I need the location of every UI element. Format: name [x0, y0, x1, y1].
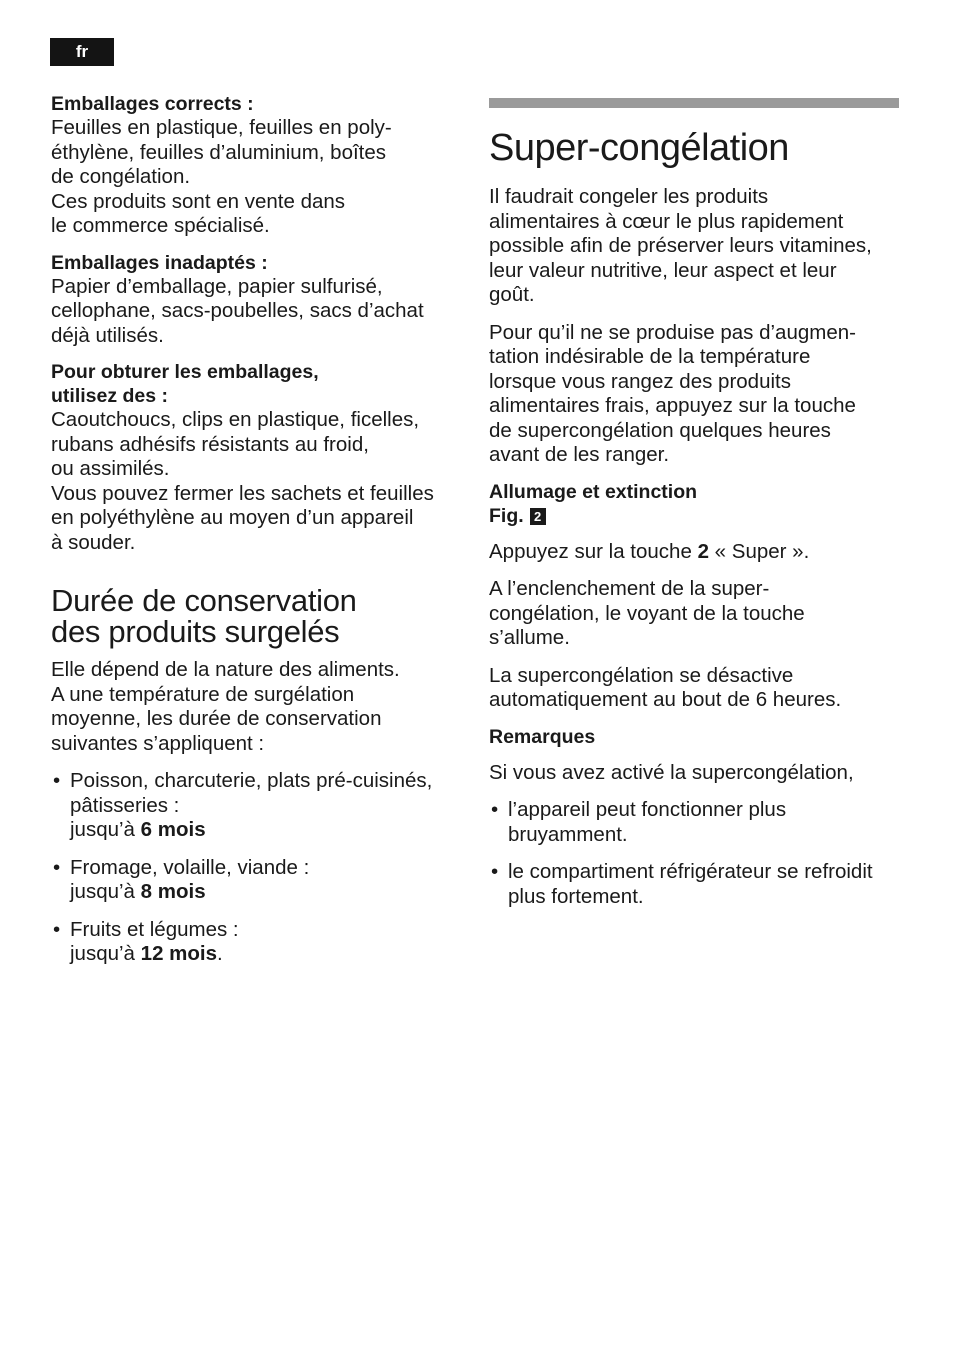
bullet-icon: •: [53, 917, 61, 941]
unsuitable-packaging-text: Papier d’emballage, papier sulfurisé, cellophane, sacs-poubelles, sacs d’achat déjà utilisés.: [51, 274, 424, 347]
figure-number-badge: 2: [530, 508, 546, 525]
correct-packaging-text: Feuilles en plastique, feuilles en poly- éthylène, feuilles d’aluminium, boîtes de congélation. Ces produits sont en vente dans le commerce spécialisé.: [51, 116, 392, 237]
press-instruction: Appuyez sur la touche 2 « Super ».: [489, 539, 810, 563]
on-off-heading: Allumage et extinction Fig. 2: [489, 480, 698, 527]
storage-duration-list: [51, 769, 463, 967]
storage-duration-intro: Elle dépend de la nature des aliments. A une température de surgélation moyenne, les durée de conservation suivantes s’appliquent :: [51, 658, 400, 755]
figure-reference: Fig.: [489, 504, 524, 527]
correct-packaging-heading: Emballages corrects :: [51, 93, 254, 115]
right-column: [489, 92, 899, 922]
storage-duration-title: Durée de conservation des produits surgelés: [51, 583, 357, 649]
auto-off-text: La supercongélation se désactive automatiquement au bout de 6 heures.: [489, 663, 842, 711]
bullet-icon: •: [53, 855, 61, 879]
list-item: • le compartiment réfrigérateur se refroidit plus fortement.: [491, 860, 873, 908]
bullet-icon: •: [491, 798, 499, 821]
remarks-list: [489, 798, 899, 909]
remarks-heading: Remarques: [489, 725, 596, 748]
list-item: • Fromage, volaille, viande : jusqu’à 8 mois: [53, 855, 310, 903]
sealing-text: Caoutchoucs, clips en plastique, ficelles, rubans adhésifs résistants au froid, ou assimilés. Vous pouvez fermer les sachets et feuilles en polyéthylène au moyen d’un appareil à souder.: [51, 408, 434, 554]
list-item: • l’appareil peut fonctionner plus bruyamment.: [491, 798, 787, 846]
super-freeze-intro: Il faudrait congeler les produits alimentaires à cœur le plus rapidement possible afin de préserver leurs vitamines, leur valeur nutritive, leur aspect et leur goût.: [489, 185, 872, 306]
bullet-icon: •: [491, 860, 499, 883]
section-divider: [489, 98, 899, 108]
language-tab: fr: [50, 38, 114, 66]
super-freeze-advice: Pour qu’il ne se produise pas d’augmen- tation indésirable de la température lorsque vous rangez des produits alimentaires frais, appuyez sur la touche de supercongélation quelques heures avant de les ranger.: [489, 320, 856, 466]
bullet-icon: •: [53, 769, 61, 792]
unsuitable-packaging-heading: Emballages inadaptés :: [51, 251, 268, 274]
left-column: [51, 92, 463, 980]
list-item: • Fruits et légumes : jusqu’à 12 mois.: [53, 917, 239, 965]
remarks-intro: Si vous avez activé la supercongélation,: [489, 760, 854, 784]
list-item: • Poisson, charcuterie, plats pré-cuisinés, pâtisseries : jusqu’à 6 mois: [53, 769, 433, 841]
super-freeze-title: Super-congélation: [489, 127, 789, 169]
sealing-heading: Pour obturer les emballages, utilisez des :: [51, 361, 319, 407]
indicator-text: A l’enclenchement de la super- congélation, le voyant de la touche s’allume.: [489, 577, 805, 649]
